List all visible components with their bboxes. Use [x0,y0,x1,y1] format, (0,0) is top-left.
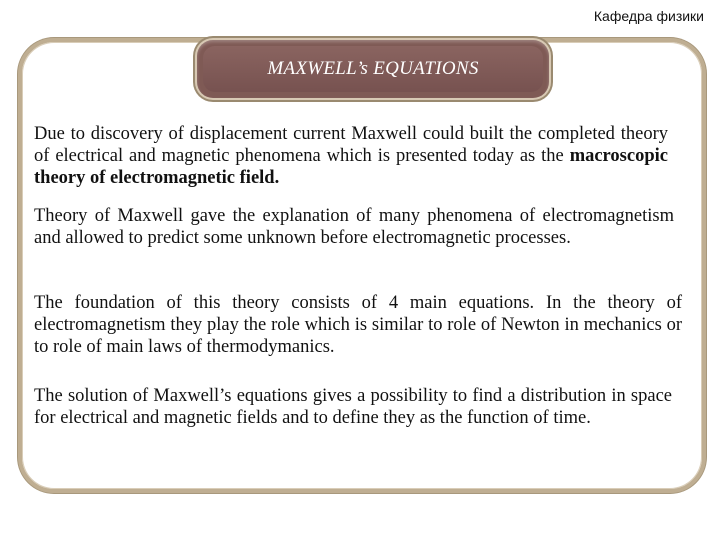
title-banner [197,40,549,98]
paragraph-1-text: Due to discovery of displacement current Maxwell could built the completed theory of electrical and magnetic phenomena which is presented today as the [34,124,668,166]
paragraph-3: The foundation of this theory consists of 4 main equations. In the theory of electromagnetism they play the role which is similar to role of Newton in mechanics or to role of main laws of thermodymanics. [34,293,682,357]
paragraph-1 [34,123,668,189]
paragraph-4: The solution of Maxwell’s equations gives a possibility to find a distribution in space for electrical and magnetic fields and to define they as the function of time. [34,386,672,428]
slide-title: MAXWELL’s EQUATIONS [267,58,479,79]
paragraph-1-bold: macroscopic theory of electromagnetic field. [34,146,668,188]
paragraph-2: Theory of Maxwell gave the explanation of many phenomena of electromagnetism and allowed to predict some unknown before electromagnetic processes. [34,206,674,248]
department-label: Кафедра физики [593,8,704,24]
